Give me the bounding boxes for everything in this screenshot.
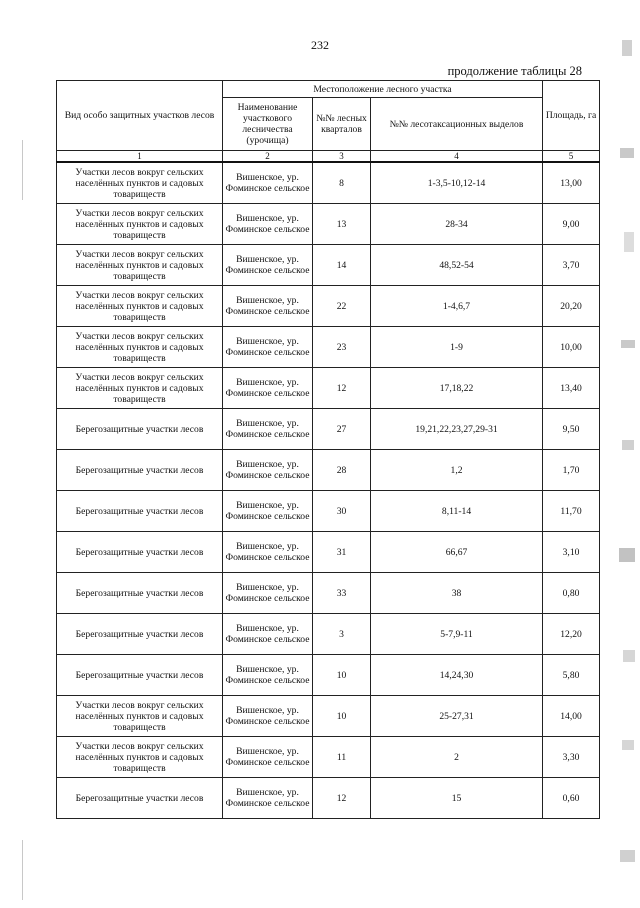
cell-protective-type: Берегозащитные участки лесов	[57, 409, 223, 450]
cell-section-numbers: 14,24,30	[371, 655, 543, 696]
cell-protective-type: Берегозащитные участки лесов	[57, 655, 223, 696]
cell-section-numbers: 8,11-14	[371, 491, 543, 532]
cell-forestry-name: Вишенское, ур. Фоминское сельское	[223, 368, 313, 409]
table-row	[57, 286, 600, 327]
cell-section-numbers: 48,52-54	[371, 245, 543, 286]
cell-forestry-name: Вишенское, ур. Фоминское сельское	[223, 655, 313, 696]
cell-section-numbers: 38	[371, 573, 543, 614]
scan-artifact-line	[22, 140, 23, 200]
scan-artifact-line	[22, 840, 23, 900]
table-row	[57, 327, 600, 368]
cell-protective-type: Берегозащитные участки лесов	[57, 573, 223, 614]
cell-quarter-number: 23	[313, 327, 371, 368]
cell-area: 14,00	[543, 696, 600, 737]
cell-forestry-name: Вишенское, ур. Фоминское сельское	[223, 573, 313, 614]
column-number: 1	[57, 151, 223, 163]
table-body	[57, 162, 600, 819]
cell-forestry-name: Вишенское, ур. Фоминское сельское	[223, 450, 313, 491]
cell-protective-type: Берегозащитные участки лесов	[57, 614, 223, 655]
cell-quarter-number: 14	[313, 245, 371, 286]
table-row	[57, 491, 600, 532]
table-row	[57, 532, 600, 573]
cell-area: 11,70	[543, 491, 600, 532]
table-row	[57, 368, 600, 409]
cell-area: 12,20	[543, 614, 600, 655]
cell-forestry-name: Вишенское, ур. Фоминское сельское	[223, 737, 313, 778]
cell-quarter-number: 31	[313, 532, 371, 573]
column-number: 3	[313, 151, 371, 163]
cell-area: 3,70	[543, 245, 600, 286]
cell-area: 0,80	[543, 573, 600, 614]
header-sections: №№ лесотаксационных выделов	[371, 98, 543, 151]
cell-area: 3,10	[543, 532, 600, 573]
header-location: Местоположение лесного участка	[223, 81, 543, 98]
cell-forestry-name: Вишенское, ур. Фоминское сельское	[223, 614, 313, 655]
cell-protective-type: Участки лесов вокруг сельских населённых пунктов и садовых товариществ	[57, 245, 223, 286]
cell-quarter-number: 27	[313, 409, 371, 450]
cell-section-numbers: 28-34	[371, 204, 543, 245]
cell-protective-type: Берегозащитные участки лесов	[57, 450, 223, 491]
cell-protective-type: Участки лесов вокруг сельских населённых пунктов и садовых товариществ	[57, 368, 223, 409]
cell-section-numbers: 1-3,5-10,12-14	[371, 162, 543, 204]
cell-quarter-number: 10	[313, 655, 371, 696]
cell-protective-type: Участки лесов вокруг сельских населённых пунктов и садовых товариществ	[57, 162, 223, 204]
cell-area: 1,70	[543, 450, 600, 491]
cell-section-numbers: 1,2	[371, 450, 543, 491]
cell-quarter-number: 12	[313, 368, 371, 409]
table-row	[57, 696, 600, 737]
header-quarters: №№ лесных кварталов	[313, 98, 371, 151]
cell-area: 20,20	[543, 286, 600, 327]
cell-section-numbers: 66,67	[371, 532, 543, 573]
cell-quarter-number: 12	[313, 778, 371, 819]
cell-section-numbers: 19,21,22,23,27,29-31	[371, 409, 543, 450]
cell-quarter-number: 28	[313, 450, 371, 491]
cell-area: 3,30	[543, 737, 600, 778]
cell-quarter-number: 10	[313, 696, 371, 737]
cell-quarter-number: 8	[313, 162, 371, 204]
column-number-row	[57, 151, 600, 163]
cell-forestry-name: Вишенское, ур. Фоминское сельское	[223, 162, 313, 204]
cell-quarter-number: 30	[313, 491, 371, 532]
cell-protective-type: Участки лесов вокруг сельских населённых пунктов и садовых товариществ	[57, 696, 223, 737]
cell-section-numbers: 25-27,31	[371, 696, 543, 737]
page-number: 232	[311, 38, 329, 52]
cell-forestry-name: Вишенское, ур. Фоминское сельское	[223, 778, 313, 819]
cell-protective-type: Берегозащитные участки лесов	[57, 532, 223, 573]
cell-area: 0,60	[543, 778, 600, 819]
cell-forestry-name: Вишенское, ур. Фоминское сельское	[223, 491, 313, 532]
scan-artifact-specks	[616, 0, 636, 908]
table-row	[57, 204, 600, 245]
cell-forestry-name: Вишенское, ур. Фоминское сельское	[223, 327, 313, 368]
cell-section-numbers: 15	[371, 778, 543, 819]
header-row-1	[57, 81, 600, 98]
cell-forestry-name: Вишенское, ур. Фоминское сельское	[223, 245, 313, 286]
cell-protective-type: Участки лесов вокруг сельских населённых пунктов и садовых товариществ	[57, 327, 223, 368]
cell-quarter-number: 13	[313, 204, 371, 245]
cell-area: 10,00	[543, 327, 600, 368]
cell-section-numbers: 5-7,9-11	[371, 614, 543, 655]
table-row	[57, 409, 600, 450]
cell-area: 9,50	[543, 409, 600, 450]
cell-protective-type: Берегозащитные участки лесов	[57, 778, 223, 819]
cell-quarter-number: 22	[313, 286, 371, 327]
cell-section-numbers: 2	[371, 737, 543, 778]
table-row	[57, 162, 600, 204]
cell-quarter-number: 33	[313, 573, 371, 614]
header-type: Вид особо защитных участков лесов	[57, 81, 223, 151]
table-row	[57, 573, 600, 614]
cell-section-numbers: 1-9	[371, 327, 543, 368]
table-row	[57, 737, 600, 778]
table-row	[57, 614, 600, 655]
cell-area: 13,40	[543, 368, 600, 409]
table-row	[57, 778, 600, 819]
column-number: 5	[543, 151, 600, 163]
cell-area: 9,00	[543, 204, 600, 245]
cell-area: 5,80	[543, 655, 600, 696]
table-row	[57, 245, 600, 286]
cell-area: 13,00	[543, 162, 600, 204]
cell-protective-type: Участки лесов вокруг сельских населённых пунктов и садовых товариществ	[57, 204, 223, 245]
cell-protective-type: Участки лесов вокруг сельских населённых пунктов и садовых товариществ	[57, 286, 223, 327]
cell-forestry-name: Вишенское, ур. Фоминское сельское	[223, 696, 313, 737]
cell-forestry-name: Вишенское, ур. Фоминское сельское	[223, 204, 313, 245]
column-number: 4	[371, 151, 543, 163]
cell-forestry-name: Вишенское, ур. Фоминское сельское	[223, 286, 313, 327]
table-row	[57, 655, 600, 696]
cell-forestry-name: Вишенское, ур. Фоминское сельское	[223, 532, 313, 573]
cell-section-numbers: 1-4,6,7	[371, 286, 543, 327]
cell-protective-type: Участки лесов вокруг сельских населённых пунктов и садовых товариществ	[57, 737, 223, 778]
table-row	[57, 450, 600, 491]
protective-forest-table	[56, 80, 600, 819]
cell-quarter-number: 3	[313, 614, 371, 655]
header-forestry-name: Наименование участкового лесничества (урочища)	[223, 98, 313, 151]
cell-quarter-number: 11	[313, 737, 371, 778]
column-number: 2	[223, 151, 313, 163]
table-continuation-label: продолжение таблицы 28	[447, 64, 582, 78]
cell-forestry-name: Вишенское, ур. Фоминское сельское	[223, 409, 313, 450]
cell-section-numbers: 17,18,22	[371, 368, 543, 409]
cell-protective-type: Берегозащитные участки лесов	[57, 491, 223, 532]
header-area: Площадь, га	[543, 81, 600, 151]
